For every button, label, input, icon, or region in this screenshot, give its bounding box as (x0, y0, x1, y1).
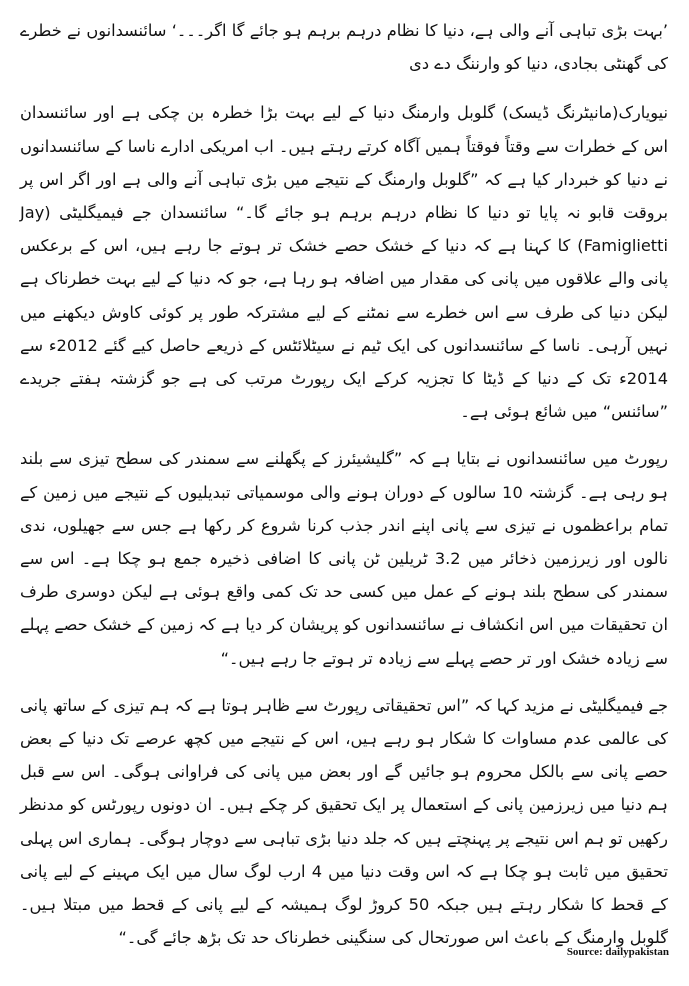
article-paragraph-3: جے فیمیگلیٹی نے مزید کہا کہ ”اس تحقیقاتی رپورٹ سے ظاہر ہوتا ہے کہ ہم تیزی کے ساتھ پانی کی عالمی عدم مساوات کا شکار ہو رہے ہیں، اس کے نتیجے میں کچھ عرصے تک دنیا کے بعض حصے پانی سے بالکل محروم ہو جائیں گے اور بعض میں پانی کی فراوانی ہوگی۔ اس سے قبل ہم دنیا میں زیرزمین پانی کے استعمال پر ایک تحقیق کر چکے ہیں۔ ان دونوں رپورٹس کو مدنظر رکھیں تو ہم اس نتیجے پر پہنچتے ہیں کہ جلد دنیا بڑی تباہی سے دوچار ہوگی۔ ہماری اس پہلی تحقیق میں ثابت ہو چکا ہے کہ اس وقت دنیا میں 4 ارب لوگ سال میں ایک مہینے کے لیے پانی کے قحط کا شکار رہتے ہیں جبکہ 50 کروڑ لوگ ہمیشہ کے لیے پانی کے قحط میں مبتلا ہیں۔ گلوبل وارمنگ کے باعث اس صورتحال کی سنگینی خطرناک حد تک بڑھ جائے گی۔“ (20, 695, 668, 948)
source-credit: Source: dailypakistan (566, 946, 669, 958)
article-headline-paragraph: ’بہت بڑی تباہی آنے والی ہے، دنیا کا نظام درہم برہم ہو جائے گا اگر۔۔۔‘ سائنسدانوں نے خطرے کی گھنٹی بجادی، دنیا کو وارننگ دے دی (20, 21, 668, 74)
article-body (20, 14, 668, 968)
article-paragraph-2: رپورٹ میں سائنسدانوں نے بتایا ہے کہ ”گلیشیئرز کے پگھلنے سے سمندر کی سطح تیزی سے بلند ہو رہی ہے۔ گزشتہ 10 سالوں کے دوران ہونے والی موسمیاتی تبدیلیوں کے نتیجے میں زمین کے تمام براعظموں نے تیزی سے پانی اپنے اندر جذب کرنا شروع کر رکھا ہے جس سے جھیلوں، ندی نالوں اور زیرزمین ذخائر میں 3.2 ٹریلین ٹن پانی کا اضافی ذخیرہ جمع ہو چکا ہے۔ اس سے سمندر کی سطح بلند ہونے کے عمل میں کسی حد تک کمی واقع ہوئی ہے لیکن دوسری طرف ان تحقیقات میں اس انکشاف نے سائنسدانوں کو پریشان کر دیا ہے کہ زمین کے خشک حصے پہلے سے زیادہ خشک اور تر حصے پہلے سے زیادہ تر ہوتے جا رہے ہیں۔“ (20, 449, 669, 668)
article-paragraph-1: نیویارک(مانیٹرنگ ڈیسک) گلوبل وارمنگ دنیا کے لیے بہت بڑا خطرہ بن چکی ہے اور سائنسدان اس کے خطرات سے وقتاً فوقتاً ہمیں آگاہ کرتے رہتے ہیں۔ اب امریکی ادارے ناسا کے سائنسدانوں نے دنیا کو خبردار کیا ہے کہ ”گلوبل وارمنگ کے نتیجے میں بڑی تباہی آنے والی ہے اور اگر اس پر بروقت قابو نہ پایا تو دنیا کا نظام درہم برہم ہو جائے گا۔“ سائنسدان جے فیمیگلیٹی (Jay Famiglietti) کا کہنا ہے کہ دنیا کے خشک حصے خشک تر ہوتے جا رہے ہیں، اس کے برعکس پانی والے علاقوں میں پانی کی مقدار میں اضافہ ہو رہا ہے، جو کہ دنیا کے لیے بہت خطرناک ہے لیکن دنیا کی طرف سے اس خطرے سے نمٹنے کے لیے مشترکہ طور پر کوئی کاوش دیکھنے میں نہیں آرہی۔ ناسا کے سائنسدانوں کی ایک ٹیم نے سیٹلائٹس کے ذریعے حاصل کیے گئے 2012ء سے 2014ء تک کے دنیا کے ڈیٹا کا تجزیہ کرکے ایک رپورٹ مرتب کی ہے جو گزشتہ ہفتے جریدے ”سائنس“ میں شائع ہوئی ہے۔ (20, 103, 668, 422)
